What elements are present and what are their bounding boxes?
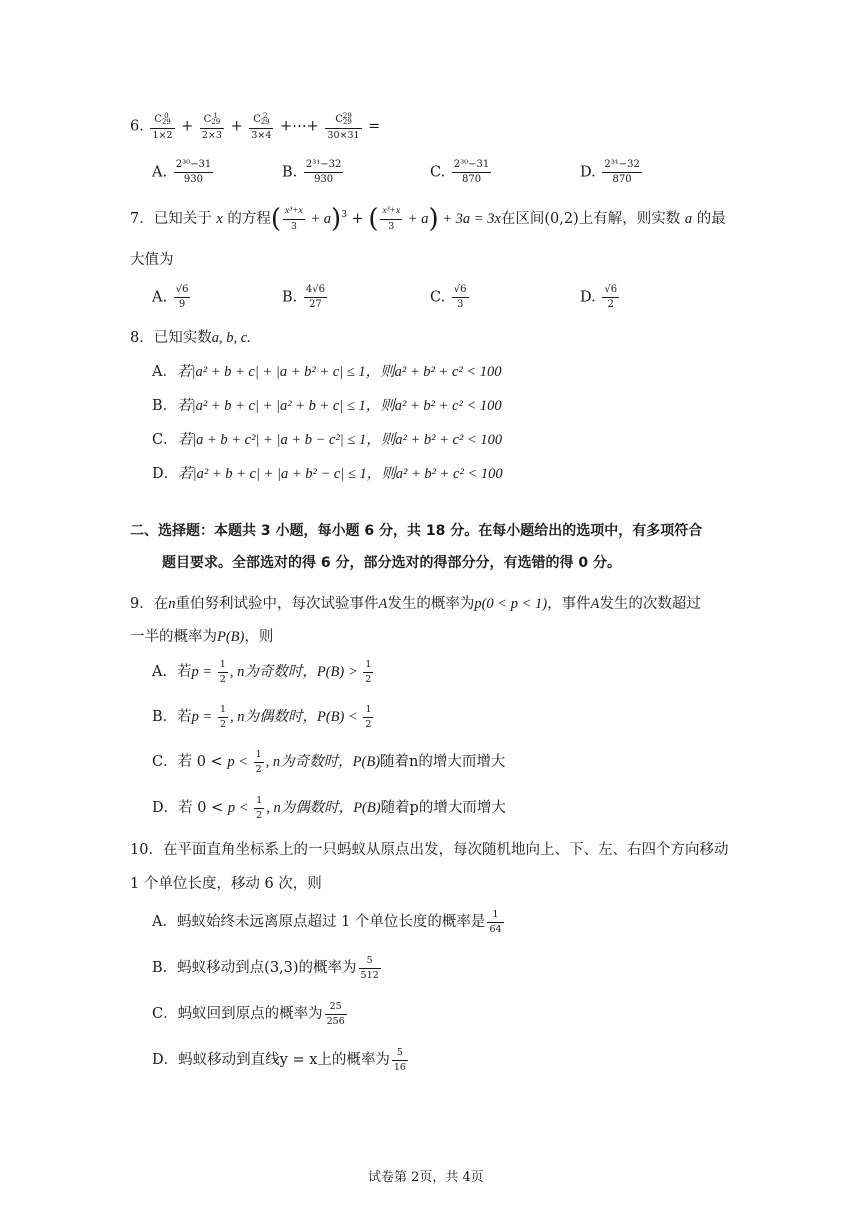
page-footer: 试卷第 2页，共 4页 — [368, 1170, 484, 1185]
q6-term-4: C 29 29 30×31 — [327, 112, 360, 141]
section2-heading-line2: 题目要求。全部选对的得 6 分，部分选对的得部分分，有选错的得 0 分。 — [162, 555, 621, 571]
q9-option-d: D．若 0 < p < $\frac{1}{2}$ , n为偶数时，P(B)随着p的增大而增大 — [152, 795, 506, 821]
q8-option-d: D．若|a² + b + c| + |a + b² − c| ≤ 1，则a² + b² + c² < 100 — [152, 466, 503, 482]
q6-ellipsis: +⋯+ — [280, 118, 319, 135]
q8-option-b: B．若|a² + b + c| + |a² + b + c| ≤ 1，则a² + b² + c² < 100 — [152, 398, 502, 414]
q6-option-a: A. $\frac{\text{2³⁰−31}}{930}$ — [152, 159, 212, 185]
q10-option-d: D．蚂蚁移动到直线y = x上的概率为 $\frac{5}{16}$ — [152, 1047, 406, 1073]
q9-option-c: C．若 0 < p < $\frac{1}{2}$ , n为奇数时，P(B)随着n的增大而增大 — [152, 749, 506, 775]
q6-term-2: C 1 29 2×3 — [201, 112, 222, 141]
q7-stem-line2: 大值为 — [130, 252, 174, 268]
q10-option-a: A．蚂蚁始终未远离原点超过 1 个单位长度的概率是 $\frac{1}{64}$ — [152, 909, 502, 935]
q7-option-d: D. $\frac{√6}{2}$ — [580, 284, 618, 310]
q7-stem-line1: 7．已知关于 x 的方程( $\frac{\text{x³+x}}{3}$ + a)$^3$ + ( $\frac{\text{x³+x}}{3}$ + a) + 3a = 3x在区间(0,2)上有解，则实数 a 的最 — [130, 204, 726, 234]
q6-option-b: B. $\frac{\text{2³¹−32}}{930}$ — [282, 159, 342, 185]
q7-option-c: C. $\frac{√6}{3}$ — [430, 284, 467, 310]
q8-option-c: C．若|a + b + c²| + |a + b − c²| ≤ 1，则a² + b² + c² < 100 — [152, 432, 503, 448]
q6-stem: 6. C 0 29 1×2 + C 1 29 2×3 + C 2 29 3×4 +⋯+ C 29 29 30×31 = — [130, 112, 381, 141]
q7-option-a: A. $\frac{√6}{9}$ — [152, 284, 189, 310]
q7-option-b: B. $\frac{4√6}{27}$ — [282, 284, 325, 310]
q10-stem-line2: 1 个单位长度，移动 6 次，则 — [130, 876, 322, 892]
q9-stem-line2: 一半的概率为P(B)，则 — [130, 629, 274, 645]
q6-number: 6. — [130, 118, 144, 135]
q6-equals: = — [368, 118, 381, 135]
section2-heading-line1: 二、选择题：本题共 3 小题，每小题 6 分，共 18 分。在每小题给出的选项中，有多项符合 — [130, 523, 703, 539]
q9-option-b: B．若p = $\frac{1}{2}$ , n为偶数时，P(B) < $\frac{1}{2}$ — [152, 704, 372, 730]
q6-term-3: C 2 29 3×4 — [251, 112, 272, 141]
q10-option-b: B．蚂蚁移动到点(3,3)的概率为 $\frac{5}{512}$ — [152, 955, 379, 981]
q6-option-c: C. $\frac{\text{2³⁰−31}}{870}$ — [430, 159, 490, 185]
q10-option-c: C．蚂蚁回到原点的概率为 $\frac{25}{256}$ — [152, 1001, 345, 1027]
q9-stem-line1: 9．在n重伯努利试验中，每次试验事件A发生的概率为p(0 < p < 1)，事件A发生的次数超过 — [130, 596, 701, 612]
q8-stem: 8．已知实数a, b, c. — [130, 330, 251, 346]
q9-option-a: A．若p = $\frac{1}{2}$ , n为奇数时，P(B) > $\frac{1}{2}$ — [152, 659, 372, 685]
q10-stem-line1: 10．在平面直角坐标系上的一只蚂蚁从原点出发，每次随机地向上、下、左、右四个方向移动 — [130, 842, 729, 858]
q8-option-a: A．若|a² + b + c| + |a + b² + c| ≤ 1，则a² + b² + c² < 100 — [152, 364, 502, 380]
q6-option-d: D. $\frac{\text{2³¹−32}}{870}$ — [580, 159, 640, 185]
q6-term-1: C 0 29 1×2 — [152, 112, 173, 141]
